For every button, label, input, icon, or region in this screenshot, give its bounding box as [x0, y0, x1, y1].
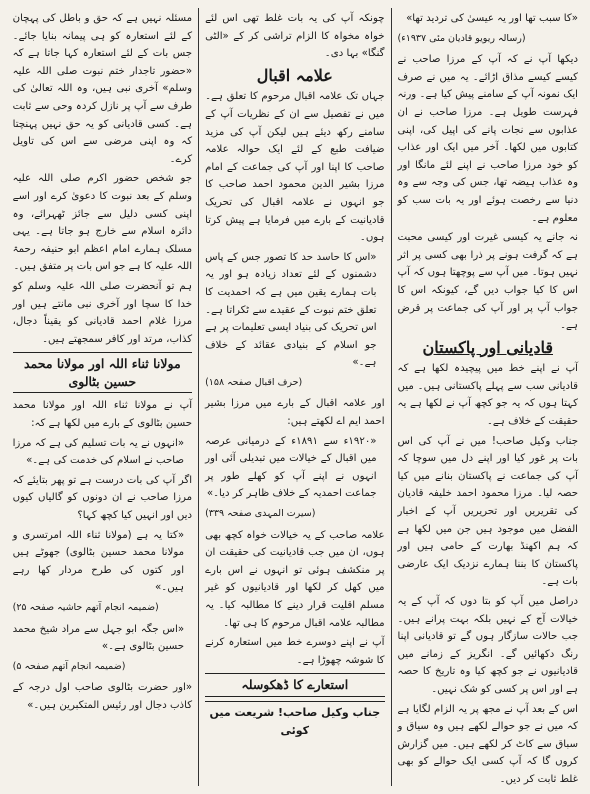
heading-metaphor-pretext: استعارے کا ڈھکوسلہ: [205, 673, 384, 697]
middle-quote-1: «اس کا حاسد حد کا تصور جس کے پاس دشمنوں کے لئے تعداد زیادہ ہو اور یہ بات ہمارے یقین میں ہے کہ احمدیت کا تعلق ختم نبوت کے عقیدے سے ٹکراتا ہے۔ اس تحریک کی بنیاد ایسی تعلیمات پر ہے جو اسلام کے بنیادی عقائد کے خلاف ہے۔»: [205, 251, 377, 369]
right-paragraph-5: دراصل میں آپ کو بتا دوں کہ آپ کے یہ خیالات آج کے نہیں بلکہ بہت پرانے ہیں۔ جب حالات سازگار ہوں گے تو قادیانی اپنا رنگ دکھائیں گے۔ انگریز کے زمانے میں قادیانیوں نے جو کچھ کیا وہ تاریخ کا حصہ ہے اور اس پر کسی کو شک نہیں۔: [397, 596, 578, 695]
middle-paragraph-2: اور علامہ اقبال کے بارے میں مرزا بشیر احمد ایم اے لکھتے ہیں:: [205, 398, 385, 428]
middle-closing-line: جناب وکیل صاحب! شریعت میں کوئی: [205, 701, 384, 739]
middle-paragraph-4: آپ نے اپنے دوسرے خط میں استعارہ کرنے کا شوشہ چھوڑا ہے۔: [205, 637, 385, 666]
right-paragraph-3: آپ نے اپنے خط میں پیچیدہ لکھا ہے کہ قادیانی سب سے پہلے پاکستانی ہیں۔ میں کہتا ہوں کہ یہ جو کچھ آپ نے لکھا ہے یہ حقیقت کے خلاف ہے۔: [397, 363, 578, 428]
right-column: [392, 8, 584, 786]
left-paragraph-4: آپ نے مولانا ثناء اللہ اور مولانا محمد حسین بٹالوی کے بارے میں لکھا ہے کہ:: [12, 400, 193, 430]
left-quote-1: «انہوں نے یہ بات تسلیم کی ہے کہ مرزا صاحب نے اسلام کی خدمت کی ہے۔»: [12, 437, 185, 467]
left-paragraph-6: «اور حضرت بٹالوی صاحب اول درجہ کے کاذب دجال اور رئیس المتکبرین ہیں۔»: [12, 682, 193, 711]
middle-quote-2: «۱۹۲۰ء سے ۱۸۹۱ء کے درمیانی عرصہ میں اقبال کے خیالات میں تبدیلی آئی اور انہوں نے اپنے آپ کو کھلے طور پر جماعت احمدیہ کے خلاف ظاہر کر دیا۔»: [205, 435, 377, 500]
left-paragraph-5: اگر آپ کی بات درست ہے تو پھر بتایئے کہ مرزا صاحب نے ان دونوں کو گالیاں کیوں دیں اور انہیں کیا کچھ کہا؟: [12, 474, 193, 522]
right-paragraph-2: نہ جانے یہ کیسی غیرت اور کیسی محبت ہے کہ گرفت ہونے پر ذرا بھی کسی پر اثر نہیں ہوتا۔ میں آپ سے پوچھتا ہوں کہ آپ اس کا کیا جواب دیں گے، کیونکہ اس کا جواب آپ پر اور آپ کی جماعت پر قرض ہے۔: [397, 232, 578, 332]
left-paragraph-3: ہم تو آنحضرت صلی اللہ علیہ وسلم کو خدا کا سچا اور آخری نبی مانتے ہیں اور مرزا غلام احمد قادیانی کو یقیناً دجال، کذاب، مرتد اور کافر سمجھتے ہیں۔: [12, 280, 193, 345]
left-quote-3: «اس جگہ ابو جہل سے مراد شیخ محمد حسین بٹالوی ہے۔»: [12, 623, 185, 653]
right-intro-citation: (رسالہ ریویو قادیان مئی ۱۹۳۷ء): [397, 32, 526, 44]
left-column: [7, 8, 199, 786]
right-intro: «کا سبب تھا اور یہ عیسیٰ کی تردید تھا»: [406, 13, 578, 24]
right-paragraph-4: جناب وکیل صاحب! میں نے آپ کی اس بات پر غور کیا اور اپنے دل میں سوچا کہ آپ کی جماعت نے پاکستان بنانے میں کیا حصہ لیا۔ مرزا محمود احمد خلیفہ قادیان کی تقریریں اور تحریریں آپ کے اخبار الفضل میں موجود ہیں جن میں لکھا ہے کہ ہم اکھنڈ بھارت کے حامی ہیں اور پاکستان کا بننا ہمارے نزدیک ایک عارضی بات ہے۔: [397, 435, 578, 588]
left-paragraph-1: مسئلہ نہیں ہے کہ حق و باطل کی پہچان کے لئے استعارہ کو ہی پیمانہ بنایا جائے۔ جس بات کے لئے استعارہ کہا جاتا ہے کہ «حضور تاجدار ختم نبوت صلی اللہ علیہ وسلم» آخری نبی ہیں، وہ اللہ تعالیٰ کی طرف سے آپ پر نازل کردہ وحی سے ثابت ہے۔ کسی قادیانی کو یہ حق نہیں پہنچتا کہ وہ اپنی مرضی سے اس کی تاویل کرے۔: [12, 13, 193, 165]
left-quote-3-citation: (ضمیمہ انجام آتھم صفحہ ۵): [12, 660, 126, 672]
heading-allama-iqbal: علامہ اقبال: [256, 65, 333, 85]
heading-qadiani-and-pakistan: قادیانی اور پاکستان: [422, 337, 553, 357]
middle-intro: چونکہ آپ کی یہ بات غلط تھی اس لئے خواہ مخواہ کا الزام تراشی کر کے «الٹی گنگا» بہا دی۔: [205, 13, 385, 60]
left-paragraph-2: جو شخص حضور اکرم صلی اللہ علیہ وسلم کے بعد نبوت کا دعویٰ کرے اور اسے اپنی کسی دلیل سے جائز ٹھہرائے، وہ دائرہ اسلام سے خارج ہو جاتا ہے۔ یہی مسلک ہمارے امام اعظم ابو حنیفہ رحمۃ اللہ علیہ کا ہے جو اس بات پر متفق ہیں۔: [12, 173, 193, 273]
middle-paragraph-3: علامہ صاحب کے یہ خیالات خواہ کچھ بھی ہوں، ان میں جب قادیانیت کی حقیقت ان پر منکشف ہوئی تو انہوں نے اس بارے میں کھل کر لکھا اور قادیانیوں کو غیر مسلم اقلیت قرار دینے کا مطالبہ کیا۔ یہ مطالبہ علامہ اقبال مرحوم کا ہی تھا۔: [205, 529, 385, 629]
heading-sanaullah-and-batalvi: مولانا ثناء اللہ اور مولانا محمد حسین بٹالوی: [13, 352, 192, 393]
middle-paragraph-1: جہاں تک علامہ اقبال مرحوم کا تعلق ہے۔ میں نے تفصیل سے ان کے نظریات آپ کے سامنے رکھ دیئے ہیں لیکن آپ کی مزید ضیافت طبع کے لئے ایک حوالہ علامہ صاحب کا اپنا اور آپ کی جماعت کے امام مرزا بشیر الدین محمود احمد صاحب کا جو انہوں نے علامہ اقبال کی تحریک قادیانیت کے بارے میں فرمایا ہے پیش کرتا ہوں۔: [205, 91, 385, 244]
right-paragraph-6: اس کے بعد آپ نے مجھ پر یہ الزام لگایا ہے کہ میں نے جو حوالے لکھے ہیں وہ سیاق و سباق سے کاٹ کر لکھے ہیں۔ میں گزارش کروں گا کہ آپ کسی ایک حوالے کو بھی غلط ثابت کر دیں۔: [397, 703, 578, 785]
middle-column: [199, 8, 391, 786]
left-quote-2: «کتا یہ ہے (مولانا ثناء اللہ امرتسری و مولانا محمد حسین بٹالوی) جھوٹے ہیں اور کتوں کی طرح مردار کھا رہے ہیں۔»: [12, 529, 185, 594]
middle-quote-2-citation: (سیرت المہدی صفحہ ۳۳۹): [205, 508, 316, 520]
middle-quote-1-citation: (حرف اقبال صفحہ ۱۵۸): [205, 376, 303, 388]
right-paragraph-1: دیکھا آپ نے کہ آپ کے مرزا صاحب نے کیسے کیسے مذاق اڑائے۔ یہ میں نے صرف ایک نمونہ آپ کے سامنے پیش کیا ہے۔ ورنہ فہرست طویل ہے۔ مرزا صاحب نے ان عذابوں سے نجات پانے کی اپیل کی، اپنی کتابوں میں لکھا۔ آخر میں ایک اور عذاب کو خود مرزا صاحب نے اپنے لئے مانگا اور وہ عذاب ہیضہ تھا، جس کی وجہ سے وہ دنیا سے رخصت ہوئے اور یہ بات سب کو معلوم ہے۔: [397, 54, 578, 224]
left-quote-2-citation: (ضمیمہ انجام آتھم حاشیہ صفحہ ۲۵): [12, 602, 159, 613]
